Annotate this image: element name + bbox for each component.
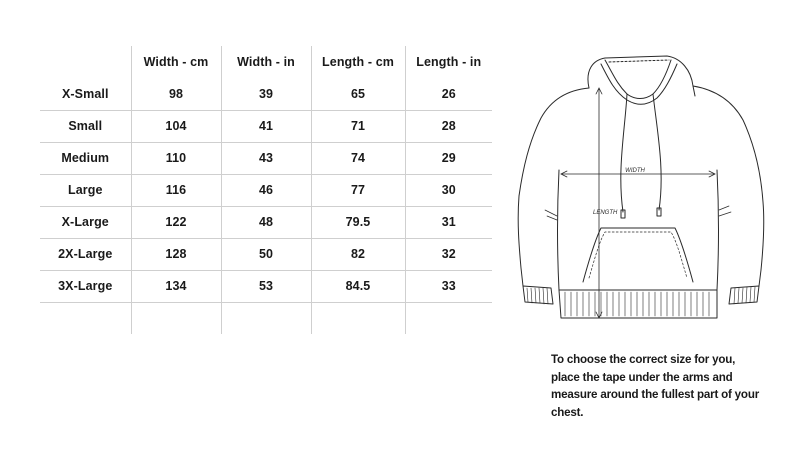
length-in-cell: 30 — [405, 174, 492, 206]
empty-cell — [40, 302, 131, 334]
size-label: Large — [40, 174, 131, 206]
width-cm-cell: 116 — [131, 174, 221, 206]
drawstring-left — [621, 94, 627, 212]
empty-cell — [131, 302, 221, 334]
size-label: X-Small — [61, 86, 109, 101]
width-cm-cell: 104 — [131, 110, 221, 142]
kangaroo-pocket — [583, 228, 693, 282]
empty-cell — [311, 302, 405, 334]
length-in-cell: 31 — [405, 206, 492, 238]
size-label: X-Large — [40, 206, 131, 238]
length-cm-cell: 84.5 — [311, 270, 405, 302]
width-cm-cell: 110 — [131, 142, 221, 174]
length-cm-cell: 82 — [311, 238, 405, 270]
length-in-cell: 32 — [405, 238, 492, 270]
width-cm-cell: 128 — [131, 238, 221, 270]
width-cm-cell: 98 — [131, 78, 221, 110]
width-label: WIDTH — [625, 168, 645, 174]
table-row — [40, 270, 492, 302]
body-left-outline — [518, 88, 589, 286]
length-in-cell: 28 — [405, 110, 492, 142]
header-width-cm: Width - cm — [131, 46, 221, 78]
size-label: Small — [40, 110, 131, 142]
length-in-cell: 33 — [405, 270, 492, 302]
table-row — [40, 142, 492, 174]
width-cm-cell: 122 — [131, 206, 221, 238]
header-width-in: Width - in — [221, 46, 311, 78]
size-label: Medium — [40, 142, 131, 174]
hood-stitch-line — [609, 60, 669, 62]
table-row — [40, 238, 492, 270]
width-in-cell: 48 — [221, 206, 311, 238]
length-in-cell: 29 — [405, 142, 492, 174]
body-left-inner — [558, 170, 560, 290]
size-chart-table — [40, 46, 492, 334]
width-in-cell: 43 — [221, 142, 311, 174]
sleeve-wrinkle-right — [719, 206, 731, 216]
table-row-empty — [40, 302, 492, 334]
left-cuff-ribbing — [527, 288, 548, 304]
length-cm-cell: 71 — [311, 110, 405, 142]
width-cm-cell: 134 — [131, 270, 221, 302]
table-row — [40, 174, 492, 206]
length-cm-cell: 74 — [311, 142, 405, 174]
length-in-cell: 26 — [405, 78, 492, 110]
hood-outline — [588, 56, 695, 96]
length-cm-cell: 79.5 — [311, 206, 405, 238]
width-in-cell: 50 — [221, 238, 311, 270]
right-cuff-ribbing — [734, 287, 755, 304]
table-row — [40, 206, 492, 238]
measuring-instructions: To choose the correct size for you, place the tape under the arms and measure around the fullest part of your chest. — [551, 353, 760, 419]
width-in-cell: 39 — [221, 78, 311, 110]
pocket-stitch — [589, 232, 687, 278]
header-cell-empty — [40, 46, 131, 78]
header-length-in: Length - in — [405, 46, 492, 78]
width-in-cell: 46 — [221, 174, 311, 206]
table-row — [40, 110, 492, 142]
empty-cell — [221, 302, 311, 334]
width-in-cell: 53 — [221, 270, 311, 302]
body-right-inner — [717, 170, 719, 290]
empty-cell — [405, 302, 492, 334]
length-cm-cell: 65 — [311, 78, 405, 110]
length-label: LENGTH — [593, 210, 618, 216]
body-right-outline — [693, 86, 764, 286]
header-length-cm: Length - cm — [311, 46, 405, 78]
table-row — [40, 78, 492, 110]
size-label: 2X-Large — [40, 238, 131, 270]
hoodie-measurement-diagram — [505, 50, 765, 340]
size-label: 3X-Large — [40, 270, 131, 302]
table-header-row — [40, 46, 492, 78]
width-in-cell: 41 — [221, 110, 311, 142]
hem-ribbing — [565, 292, 709, 316]
sleeve-wrinkle-left — [545, 210, 557, 220]
drawstring-right — [653, 94, 661, 210]
length-cm-cell: 77 — [311, 174, 405, 206]
